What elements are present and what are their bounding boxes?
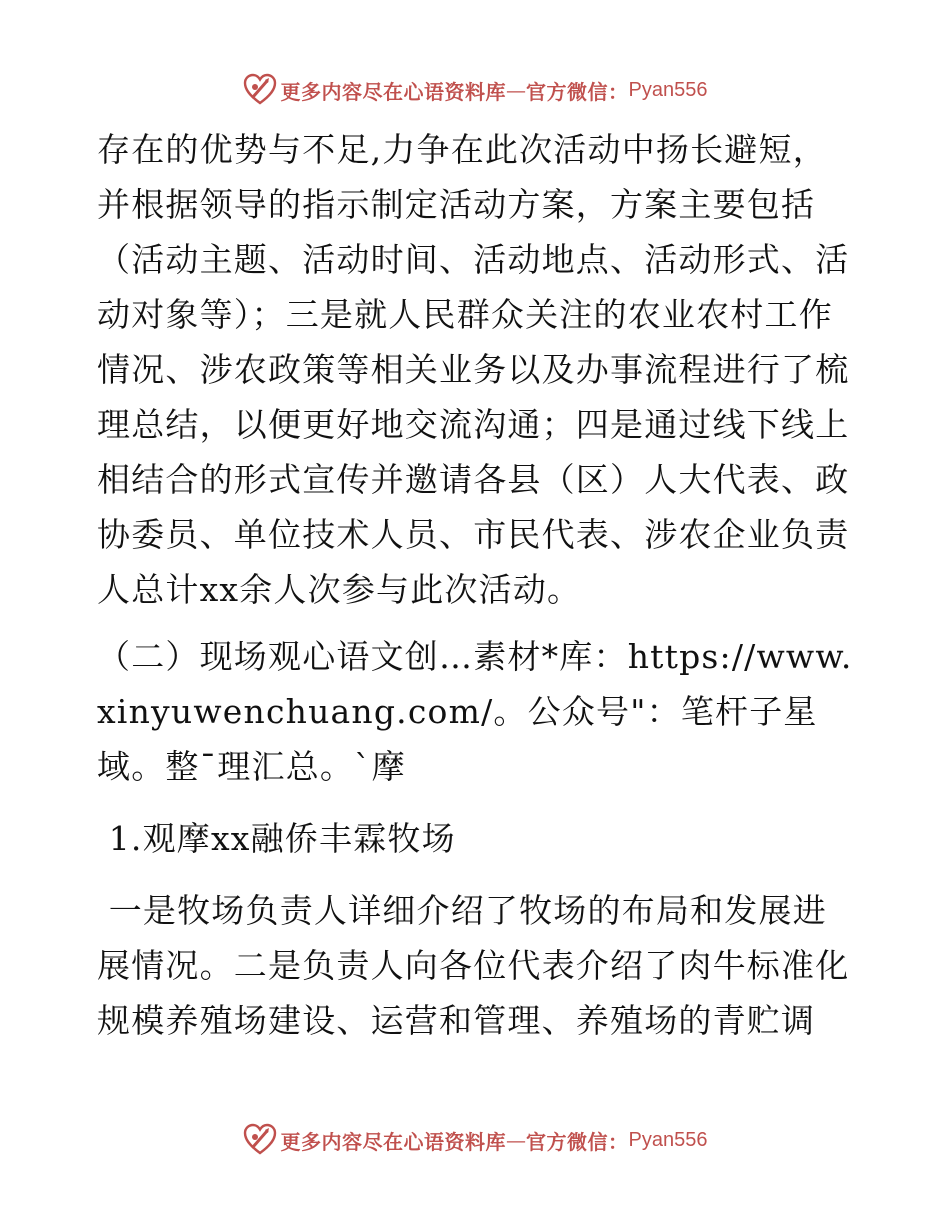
heart-pen-logo-icon bbox=[243, 1123, 277, 1157]
header-wechat-id: Pyan556 bbox=[628, 78, 708, 101]
header-wechat-label: 官方微信： bbox=[526, 79, 629, 104]
subsection-heading-ranch: 1.观摩xx融侨丰霖牧场 bbox=[97, 819, 456, 858]
header-banner bbox=[0, 70, 950, 110]
footer-wechat-label: 官方微信： bbox=[526, 1129, 629, 1154]
header-separator: — bbox=[506, 78, 527, 102]
document-body bbox=[97, 122, 857, 1048]
heart-pen-logo-icon bbox=[243, 73, 277, 107]
footer-separator: — bbox=[506, 1128, 527, 1152]
section-heading-site-visit: （二）现场观心语文创…素材*库：https://www.xinyuwenchuang.com/。公众号"：笔杆子星域。整¯理汇总。`摩 bbox=[97, 637, 853, 786]
footer-banner bbox=[0, 1120, 950, 1160]
footer-brand-text: 更多内容尽在心语资料库 bbox=[280, 1129, 507, 1154]
header-brand-text: 更多内容尽在心语资料库 bbox=[280, 79, 507, 104]
footer-wechat-id: Pyan556 bbox=[628, 1128, 708, 1151]
paragraph-activity-prep: 存在的优势与不足,力争在此次活动中扬长避短，并根据领导的指示制定活动方案，方案主要包括（活动主题、活动时间、活动地点、活动形式、活动对象等）；三是就人民群众关注的农业农村工作情况、涉农政策等相关业务以及办事流程进行了梳理总结，以便更好地交流沟通；四是通过线下线上相结合的形式宣传并邀请各县（区）人大代表、政协委员、单位技术人员、市民代表、涉农企业负责人总计xx余人次参与此次活动。 bbox=[97, 130, 850, 609]
paragraph-ranch-intro: 一是牧场负责人详细介绍了牧场的布局和发展进展情况。二是负责人向各位代表介绍了肉牛标准化规模养殖场建设、运营和管理、养殖场的青贮调 bbox=[97, 891, 850, 1040]
